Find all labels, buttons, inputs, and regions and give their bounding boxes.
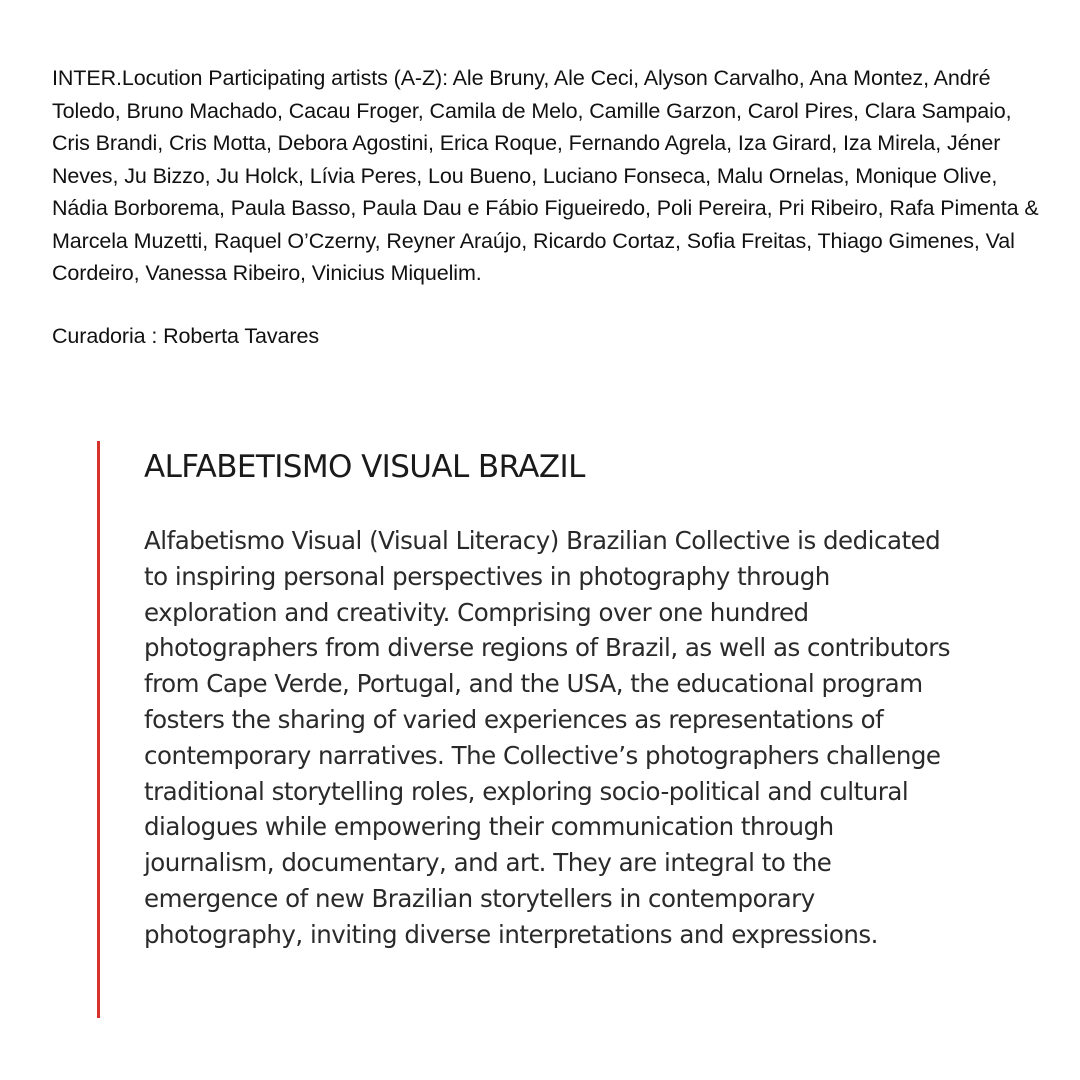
curator-credit: Curadoria : Roberta Tavares — [52, 323, 319, 348]
feature-title: ALFABETISMO VISUAL BRAZIL — [144, 449, 585, 485]
participants-section — [52, 62, 1052, 352]
participating-artists-text: INTER.Locution Participating artists (A-Z): Ale Bruny, Ale Ceci, Alyson Carvalho, Ana Montez, André Toledo, Bruno Machado, Cacau Froger, Camila de Melo, Camille Garzon, Carol Pires, Clara Sampaio, Cris Brandi, Cris Motta, Debora Agostini, Erica Roque, Fernando Agrela, Iza Girard, Iza Mirela, Jéner Neves, Ju Bizzo, Ju Holck, Lívia Peres, Lou Bueno, Luciano Fonseca, Malu Ornelas, Monique Olive, Nádia Borborema, Paula Basso, Paula Dau e Fábio Figueiredo, Poli Pereira, Pri Ribeiro, Rafa Pimenta & Marcela Muzetti, Raquel O’Czerny, Reyner Araújo, Ricardo Cortaz, Sofia Freitas, Thiago Gimenes, Val Cordeiro, Vanessa Ribeiro, Vinicius Miquelim. — [52, 66, 1039, 285]
collective-feature — [97, 441, 997, 1018]
feature-description: Alfabetismo Visual (Visual Literacy) Brazilian Collective is dedicated to inspiring personal perspectives in photography through exploration and creativity. Comprising over one hundred photographers from diverse regions of Brazil, as well as contributors from Cape Verde, Portugal, and the USA, the educational program fosters the sharing of varied experiences as representations of contemporary narratives. The Collective’s photographers challenge traditional storytelling roles, exploring socio-political and cultural dialogues while empowering their communication through journalism, documentary, and art. They are integral to the emergence of new Brazilian storytellers in contemporary photography, inviting diverse interpretations and expressions. — [144, 526, 951, 949]
accent-divider — [97, 441, 100, 1018]
